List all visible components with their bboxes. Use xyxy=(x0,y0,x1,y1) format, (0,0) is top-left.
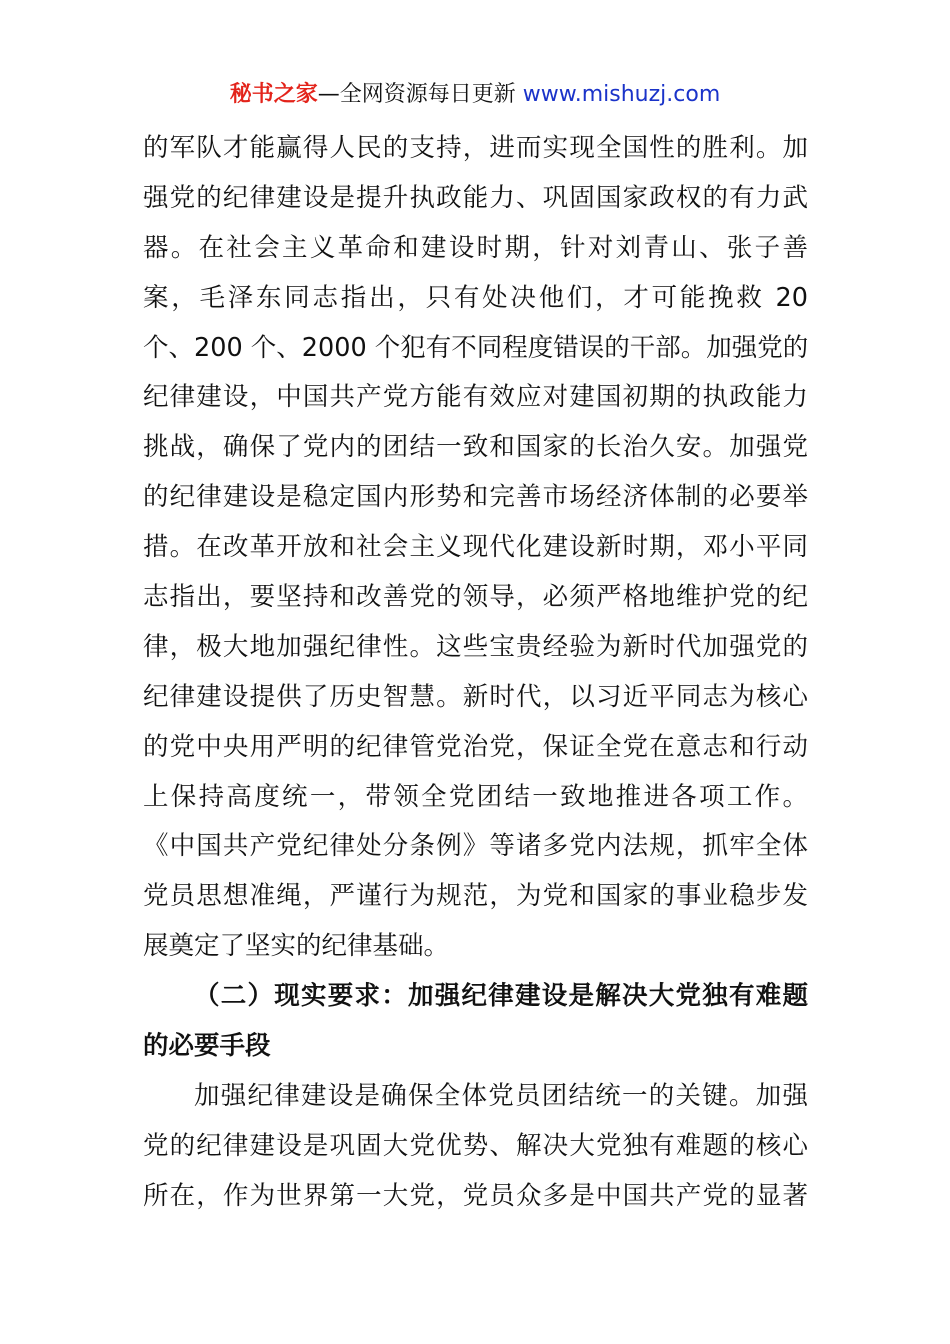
header-tagline: —全网资源每日更新 xyxy=(317,82,523,107)
section-heading: （二）现实要求：加强纪律建设是解决大党独有难题 xyxy=(194,981,808,1012)
text-line: 上保持高度统一，带领全党团结一致地推进各项工作。 xyxy=(143,781,808,812)
text-line: 挑战，确保了党内的团结一致和国家的长治久安。加强党 xyxy=(143,432,808,463)
document-body xyxy=(143,124,808,1222)
text-line: 的军队才能赢得人民的支持，进而实现全国性的胜利。加 xyxy=(143,133,808,163)
site-url[interactable]: www.mishuzj.com xyxy=(522,82,721,107)
text-line: 展奠定了坚实的纪律基础。 xyxy=(143,931,450,962)
text-line: 个、200 个、2000 个犯有不同程度错误的干部。加强党的 xyxy=(143,332,808,363)
text-line: 律，极大地加强纪律性。这些宝贵经验为新时代加强党的 xyxy=(143,631,808,662)
text-line: 党的纪律建设是巩固大党优势、解决大党独有难题的核心 xyxy=(143,1130,808,1161)
text-line: 纪律建设提供了历史智慧。新时代，以习近平同志为核心 xyxy=(143,681,808,712)
text-line: 强党的纪律建设是提升执政能力、巩固国家政权的有力武 xyxy=(143,182,808,213)
text-line: 党员思想准绳，严谨行为规范，为党和国家的事业稳步发 xyxy=(143,881,808,912)
text-line: 器。在社会主义革命和建设时期，针对刘青山、张子善 xyxy=(143,232,808,263)
text-line: 志指出，要坚持和改善党的领导，必须严格地维护党的纪 xyxy=(143,582,808,613)
text-line: 的党中央用严明的纪律管党治党，保证全党在意志和行动 xyxy=(143,731,808,762)
page-header xyxy=(0,80,950,110)
text-line: 案，毛泽东同志指出，只有处决他们，才可能挽救 20 xyxy=(143,282,808,313)
text-line: 所在，作为世界第一大党，党员众多是中国共产党的显著 xyxy=(143,1180,808,1211)
text-line: 的纪律建设是稳定国内形势和完善市场经济体制的必要举 xyxy=(143,482,808,513)
text-line: 纪律建设，中国共产党方能有效应对建国初期的执政能力 xyxy=(143,382,808,413)
section-heading: 的必要手段 xyxy=(143,1031,271,1062)
brand-name: 秘书之家 xyxy=(229,82,318,107)
text-line: 《中国共产党纪律处分条例》等诸多党内法规，抓牢全体 xyxy=(143,831,808,862)
text-line: 加强纪律建设是确保全体党员团结统一的关键。加强 xyxy=(194,1080,808,1111)
text-line: 措。在改革开放和社会主义现代化建设新时期，邓小平同 xyxy=(143,532,808,563)
